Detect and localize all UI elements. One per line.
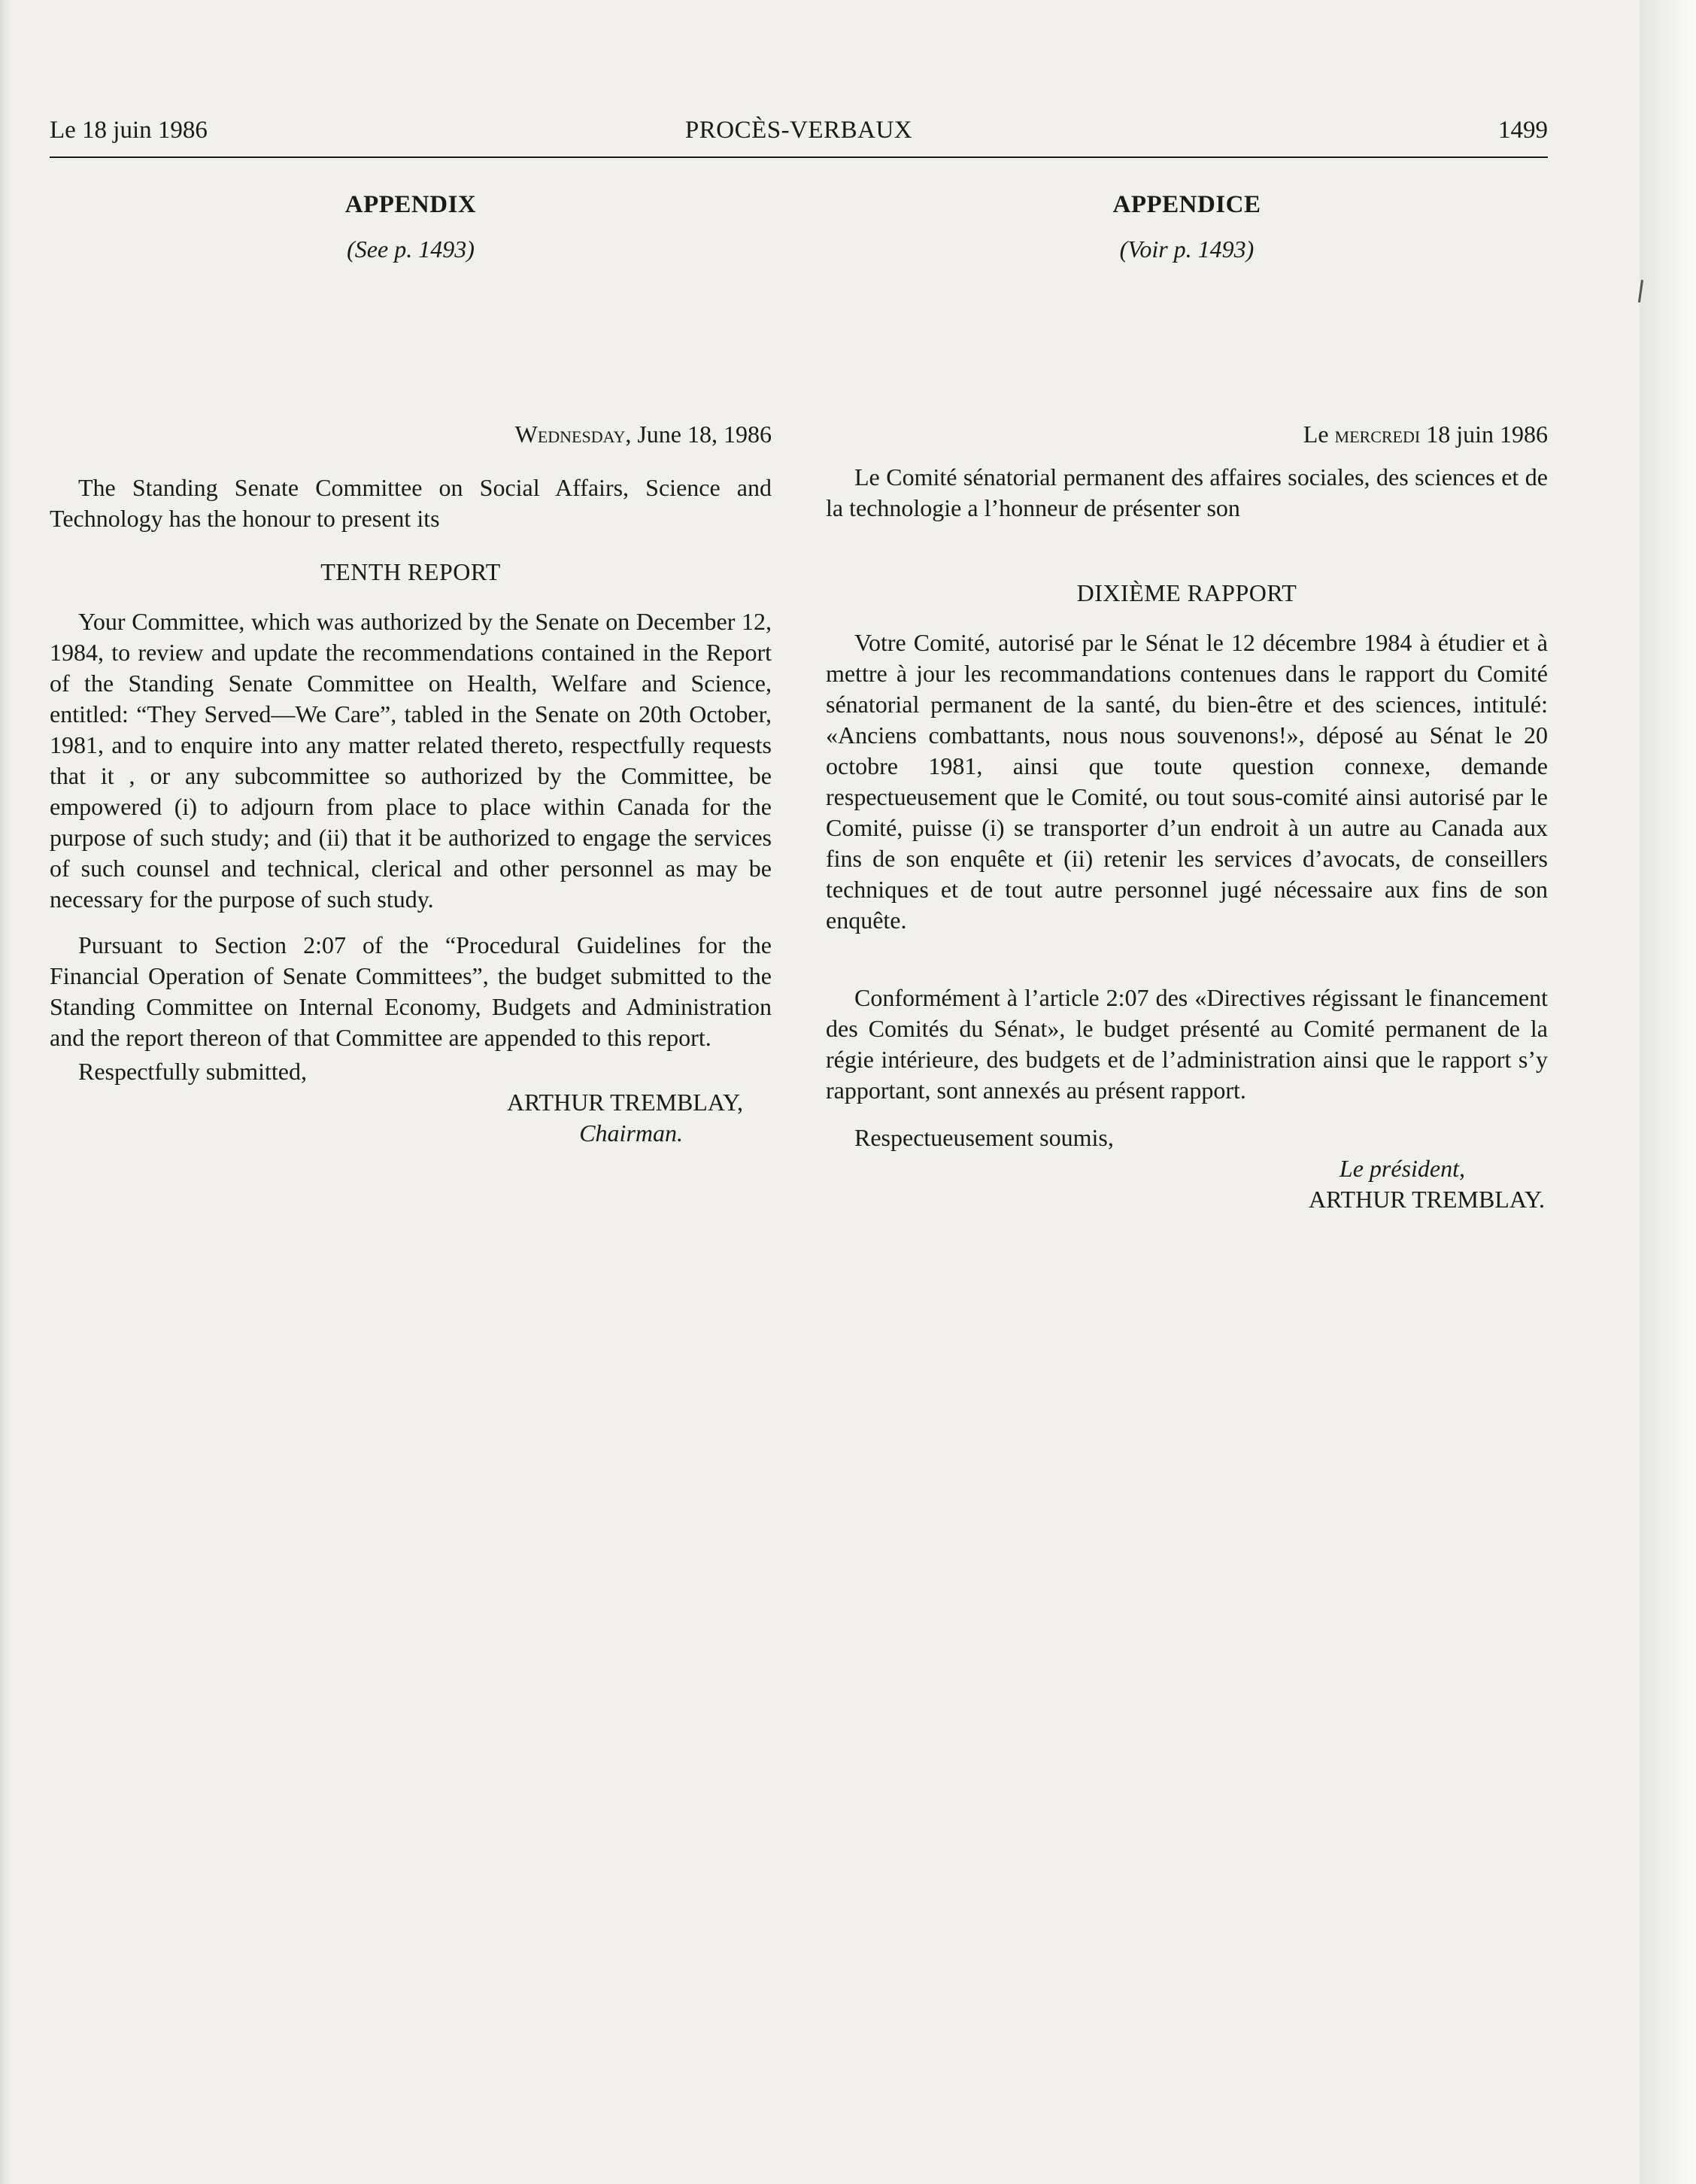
date-weekday: mercredi bbox=[1334, 421, 1421, 448]
report-date bbox=[826, 419, 1548, 450]
header-rule bbox=[50, 156, 1548, 158]
report-title: TENTH REPORT bbox=[320, 558, 501, 585]
appendix-heading: APPENDICE bbox=[1112, 191, 1261, 218]
signature-name: ARTHUR TREMBLAY, bbox=[507, 1089, 743, 1116]
header-title: PROCÈS-VERBAUX bbox=[684, 117, 913, 144]
closing-line: Respectueusement soumis, bbox=[854, 1124, 1114, 1151]
intro-paragraph: Le Comité sénatorial permanent des affaires sociales, des sciences et de la technologie a l’honneur de présenter son bbox=[826, 463, 1548, 521]
page-number: 1499 bbox=[1498, 117, 1548, 144]
date-weekday: Wednesday bbox=[514, 421, 626, 448]
signature-title: Le président, bbox=[1339, 1155, 1465, 1182]
body-paragraph-1: Your Committee, which was authorized by the Senate on December 12, 1984, to review and update the recommendations contained in the Report of the Standing Senate Committee on Health, Welfare and Science, entitled: “They Served—We Care”, tabled in the Senate on 20th October, 1981, and to enquire into any matter related thereto, respectfully requests that it , or any subcommittee so authorized by the Committee, be empowered (i) to adjourn from place to place within Canada for the purpose of such study; and (ii) that it be authorized to engage the services of such counsel and technical, clerical and other personnel as may be necessary for the purpose of such study. bbox=[50, 608, 772, 913]
signature-title: Chairman. bbox=[579, 1119, 683, 1147]
english-column bbox=[50, 190, 772, 1149]
closing-line: Respectfully submitted, bbox=[78, 1058, 307, 1085]
report-title: DIXIÈME RAPPORT bbox=[1076, 579, 1297, 606]
body-paragraph-1: Votre Comité, autorisé par le Sénat le 12 décembre 1984 à étudier et à mettre à jour les recommandations contenues dans le rapport du Comité sénatorial permanent de la santé, du bien-être et des sciences, intitulé: «Anciens combattants, nous nous souvenons!», déposé au Sénat le 20 octobre 1981, ainsi que toute question connexe, demande respectueusement que le Comité, ou tout sous-comité ainsi autorisé par le Comité, puisse (i) se transporter d’un endroit à un autre au Canada aux fins de son enquête et (ii) retenir les services d’avocats, de conseillers techniques et de tout autre personnel jugé nécessaire aux fins de son enquête. bbox=[826, 629, 1548, 934]
date-rest: 18 juin 1986 bbox=[1420, 421, 1548, 448]
body-paragraph-2: Pursuant to Section 2:07 of the “Procedural Guidelines for the Financial Operation of Senate Committees”, the budget submitted to the Standing Committee on Internal Economy, Budgets and Administration and the report thereon of that Committee are appended to this report. bbox=[50, 931, 772, 1051]
see-reference: (Voir p. 1493) bbox=[1119, 235, 1255, 263]
french-column bbox=[826, 190, 1548, 1215]
see-reference: (See p. 1493) bbox=[347, 235, 475, 263]
signature-name: ARTHUR TREMBLAY. bbox=[1309, 1186, 1545, 1213]
report-date bbox=[50, 419, 772, 450]
intro-paragraph: The Standing Senate Committee on Social Affairs, Science and Technology has the honour to present its bbox=[50, 474, 772, 532]
appendix-heading: APPENDIX bbox=[344, 191, 477, 218]
date-prefix: Le bbox=[1303, 421, 1335, 448]
page-gutter bbox=[1640, 0, 1696, 2184]
header-date: Le 18 juin 1986 bbox=[50, 117, 208, 144]
page-left-edge bbox=[0, 0, 11, 2184]
running-header bbox=[50, 117, 1548, 154]
body-paragraph-2: Conformément à l’article 2:07 des «Directives régissant le financement des Comités du Sénat», le budget présenté au Comité permanent de la régie intérieure, des budgets et de l’administration ainsi que le rapport s’y rapportant, sont annexés au présent rapport. bbox=[826, 984, 1548, 1104]
date-rest: , June 18, 1986 bbox=[625, 421, 772, 448]
